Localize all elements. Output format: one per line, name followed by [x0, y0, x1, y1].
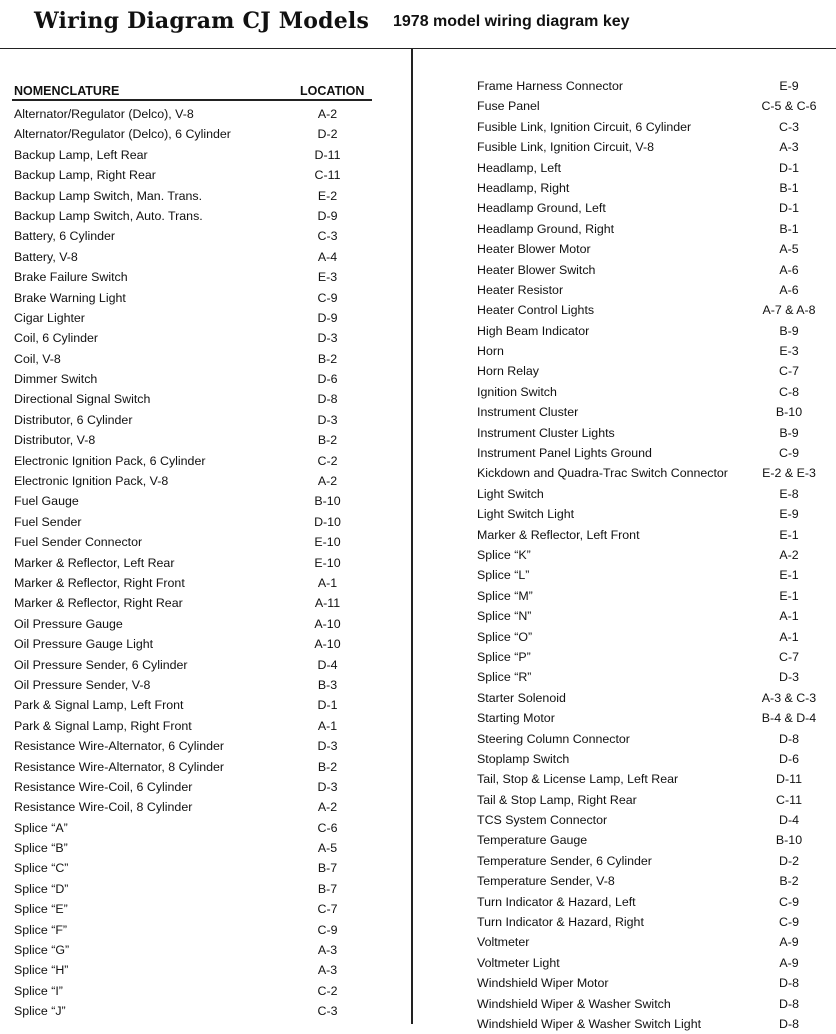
component-name: Coil, V-8: [14, 351, 61, 366]
component-location: A-7 & A-8: [762, 303, 816, 318]
component-location: D-3: [779, 670, 799, 685]
component-location: D-8: [779, 1016, 799, 1031]
component-location: B-2: [317, 433, 338, 448]
component-name: Heater Blower Motor: [477, 242, 591, 257]
component-name: Headlamp Ground, Right: [477, 221, 615, 236]
component-location: E-2: [317, 188, 338, 203]
component-name: Stoplamp Switch: [477, 751, 570, 766]
component-location: A-10: [314, 637, 341, 652]
component-name: Heater Resistor: [477, 282, 564, 297]
component-location: D-4: [317, 657, 338, 672]
key-row: [477, 932, 827, 952]
key-row: [477, 708, 827, 728]
component-location: A-3: [317, 963, 338, 978]
key-row: [14, 430, 374, 450]
component-name: Splice “I”: [14, 983, 63, 998]
key-row: [477, 321, 827, 341]
component-name: Starting Motor: [477, 711, 555, 726]
component-name: Electronic Ignition Pack, 6 Cylinder: [14, 453, 206, 468]
component-name: Turn Indicator & Hazard, Left: [477, 894, 636, 909]
component-location: C-3: [779, 119, 799, 134]
component-location: A-11: [314, 596, 341, 611]
component-location: A-2: [317, 800, 338, 815]
component-name: Splice “A”: [14, 820, 68, 835]
key-row: [477, 545, 827, 565]
component-name: Distributor, 6 Cylinder: [14, 412, 133, 427]
component-name: Steering Column Connector: [477, 731, 630, 746]
component-name: Marker & Reflector, Right Front: [14, 575, 185, 590]
component-location: E-1: [779, 568, 799, 583]
component-location: D-8: [779, 731, 799, 746]
key-row: [477, 463, 827, 483]
key-row: [14, 512, 374, 532]
component-name: Temperature Sender, V-8: [477, 874, 615, 889]
component-location: D-1: [779, 160, 799, 175]
component-location: A-4: [317, 249, 338, 264]
component-name: Splice “O”: [477, 629, 533, 644]
key-row: [14, 777, 374, 797]
component-location: B-4 & D-4: [761, 711, 817, 726]
key-row: [14, 206, 374, 226]
component-name: Fuel Sender Connector: [14, 535, 143, 550]
key-row: [14, 369, 374, 389]
component-location: C-9: [317, 922, 338, 937]
component-name: Splice “L”: [477, 568, 530, 583]
component-location: C-8: [779, 384, 799, 399]
key-row: [477, 504, 827, 524]
component-location: B-7: [317, 861, 338, 876]
component-name: Splice “G”: [14, 943, 70, 958]
component-name: Tail, Stop & License Lamp, Left Rear: [477, 772, 679, 787]
component-location: D-8: [317, 392, 338, 407]
component-name: Fuel Sender: [14, 514, 82, 529]
key-row: [14, 757, 374, 777]
component-location: A-9: [779, 935, 799, 950]
component-name: TCS System Connector: [477, 813, 608, 828]
component-location: B-7: [317, 881, 338, 896]
component-location: D-3: [317, 779, 338, 794]
key-row: [14, 695, 374, 715]
component-name: Splice “N”: [477, 609, 532, 624]
component-name: Brake Failure Switch: [14, 270, 128, 285]
key-row: [477, 769, 827, 789]
key-row: [477, 423, 827, 443]
key-row: [14, 451, 374, 471]
key-row: [14, 471, 374, 491]
component-location: C-3: [317, 229, 338, 244]
component-name: Battery, V-8: [14, 249, 78, 264]
key-row: [14, 838, 374, 858]
component-location: A-2: [317, 107, 338, 121]
component-name: Splice “B”: [14, 841, 68, 856]
component-name: Turn Indicator & Hazard, Right: [477, 915, 644, 930]
component-location: A-6: [779, 282, 799, 297]
component-name: Cigar Lighter: [14, 310, 85, 325]
component-name: Headlamp, Left: [477, 160, 562, 175]
component-name: Kickdown and Quadra-Trac Switch Connector: [477, 466, 728, 481]
component-name: Light Switch Light: [477, 507, 575, 522]
component-name: Instrument Cluster: [477, 405, 579, 420]
component-location: A-1: [317, 575, 338, 590]
key-row: [14, 858, 374, 878]
key-row: [14, 532, 374, 552]
component-name: Splice “K”: [477, 547, 531, 562]
key-row: [477, 667, 827, 687]
component-name: Distributor, V-8: [14, 433, 96, 448]
key-row: [477, 260, 827, 280]
component-location: D-4: [779, 813, 799, 828]
component-name: Starter Solenoid: [477, 690, 566, 705]
component-name: Ignition Switch: [477, 384, 557, 399]
component-location: D-6: [317, 372, 338, 387]
component-name: Tail & Stop Lamp, Right Rear: [477, 792, 637, 807]
component-name: Marker & Reflector, Right Rear: [14, 596, 183, 611]
key-row: [477, 973, 827, 993]
component-name: Backup Lamp, Right Rear: [14, 168, 156, 183]
key-row: [477, 994, 827, 1014]
component-name: Dimmer Switch: [14, 372, 98, 387]
component-name: Backup Lamp Switch, Auto. Trans.: [14, 208, 203, 223]
component-name: Heater Blower Switch: [477, 262, 596, 277]
component-location: C-9: [317, 290, 338, 305]
component-location: C-7: [317, 902, 338, 917]
key-row: [477, 586, 827, 606]
component-name: Instrument Panel Lights Ground: [477, 446, 652, 461]
key-row: [477, 851, 827, 871]
component-name: Light Switch: [477, 486, 544, 501]
key-row: [14, 226, 374, 246]
component-location: D-1: [317, 698, 338, 713]
key-row: [14, 145, 374, 165]
component-name: Directional Signal Switch: [14, 392, 151, 407]
component-location: D-11: [314, 147, 341, 162]
component-name: High Beam Indicator: [477, 323, 590, 338]
component-name: Splice “F”: [14, 922, 68, 937]
component-location: D-11: [776, 772, 802, 787]
component-name: Windshield Wiper & Washer Switch: [477, 996, 671, 1011]
component-name: Oil Pressure Gauge: [14, 616, 123, 631]
component-location: A-2: [317, 474, 338, 489]
component-location: D-2: [779, 853, 799, 868]
component-location: D-9: [317, 310, 338, 325]
key-row: [477, 300, 827, 320]
component-name: Alternator/Regulator (Delco), 6 Cylinder: [14, 127, 231, 142]
component-location: D-8: [779, 976, 799, 991]
key-row: [477, 790, 827, 810]
component-location: D-3: [317, 739, 338, 754]
component-location: C-9: [779, 446, 799, 461]
component-name: Alternator/Regulator (Delco), V-8: [14, 107, 194, 121]
component-location: B-9: [779, 323, 799, 338]
header-rule: [12, 99, 372, 101]
key-row: [477, 402, 827, 422]
component-location: C-2: [317, 453, 338, 468]
key-row: [14, 288, 374, 308]
key-row: [477, 749, 827, 769]
component-location: B-2: [317, 351, 338, 366]
component-name: Park & Signal Lamp, Right Front: [14, 718, 192, 733]
component-location: D-1: [779, 201, 799, 216]
component-location: D-9: [317, 208, 338, 223]
key-row: [14, 879, 374, 899]
component-location: A-1: [779, 629, 799, 644]
component-location: D-3: [317, 331, 338, 346]
component-location: B-10: [314, 494, 341, 509]
component-name: Resistance Wire-Alternator, 6 Cylinder: [14, 739, 225, 754]
key-row: [14, 960, 374, 980]
key-row: [14, 899, 374, 919]
component-name: Heater Control Lights: [477, 303, 595, 318]
component-location: C-3: [317, 1004, 338, 1019]
key-row: [14, 614, 374, 634]
key-row: [477, 565, 827, 585]
key-row: [14, 267, 374, 287]
left-key-list: [14, 104, 374, 1022]
component-name: Brake Warning Light: [14, 290, 126, 305]
component-name: Voltmeter: [477, 935, 530, 950]
component-location: D-2: [317, 127, 338, 142]
component-name: Windshield Wiper & Washer Switch Light: [477, 1016, 702, 1031]
component-location: C-11: [314, 168, 341, 183]
component-name: Headlamp Ground, Left: [477, 201, 606, 216]
component-name: Oil Pressure Gauge Light: [14, 637, 154, 652]
key-row: [14, 981, 374, 1001]
page-subtitle: 1978 model wiring diagram key: [393, 13, 630, 30]
component-name: Fuse Panel: [477, 99, 540, 114]
component-location: B-2: [779, 874, 799, 889]
nomenclature-header: NOMENCLATURE: [14, 84, 120, 98]
key-row: [477, 443, 827, 463]
page-title: Wiring Diagram CJ Models: [34, 8, 370, 34]
key-row: [477, 361, 827, 381]
component-location: D-6: [779, 751, 799, 766]
key-row: [477, 912, 827, 932]
component-location: E-9: [779, 79, 799, 93]
key-row: [14, 247, 374, 267]
key-row: [477, 647, 827, 667]
key-row: [14, 104, 374, 124]
component-name: Horn: [477, 344, 504, 359]
component-location: A-2: [779, 547, 799, 562]
component-location: A-6: [779, 262, 799, 277]
key-row: [477, 239, 827, 259]
component-location: C-11: [776, 792, 802, 807]
component-location: C-7: [779, 364, 799, 379]
component-name: Temperature Sender, 6 Cylinder: [477, 853, 652, 868]
component-location: A-1: [779, 609, 799, 624]
key-row: [14, 675, 374, 695]
key-row: [14, 165, 374, 185]
right-key-list: [477, 76, 827, 1034]
component-location: B-9: [779, 425, 799, 440]
component-name: Resistance Wire-Coil, 8 Cylinder: [14, 800, 193, 815]
key-row: [477, 178, 827, 198]
component-location: E-2 & E-3: [762, 466, 816, 481]
key-row: [477, 76, 827, 96]
component-name: Backup Lamp, Left Rear: [14, 147, 148, 162]
component-name: Horn Relay: [477, 364, 539, 379]
key-row: [477, 198, 827, 218]
component-name: Frame Harness Connector: [477, 79, 623, 93]
component-location: A-9: [779, 955, 799, 970]
key-row: [477, 158, 827, 178]
key-row: [14, 553, 374, 573]
component-name: Headlamp, Right: [477, 180, 570, 195]
key-row: [477, 382, 827, 402]
key-row: [477, 137, 827, 157]
key-row: [14, 573, 374, 593]
component-location: A-3 & C-3: [761, 690, 817, 705]
component-name: Splice “R”: [477, 670, 532, 685]
component-name: Windshield Wiper Motor: [477, 976, 609, 991]
component-location: E-1: [779, 588, 799, 603]
component-name: Marker & Reflector, Left Rear: [14, 555, 175, 570]
component-name: Splice “H”: [14, 963, 69, 978]
component-name: Instrument Cluster Lights: [477, 425, 615, 440]
key-row: [14, 389, 374, 409]
component-location: C-9: [779, 894, 799, 909]
component-location: E-3: [779, 344, 799, 359]
component-location: A-1: [317, 718, 338, 733]
key-row: [14, 1001, 374, 1021]
component-name: Fuel Gauge: [14, 494, 79, 509]
component-location: B-1: [779, 180, 799, 195]
key-row: [14, 655, 374, 675]
component-location: E-1: [779, 527, 799, 542]
component-name: Coil, 6 Cylinder: [14, 331, 99, 346]
key-row: [477, 729, 827, 749]
key-row: [14, 328, 374, 348]
component-location: A-10: [314, 616, 341, 631]
component-location: E-10: [314, 555, 341, 570]
key-row: [14, 349, 374, 369]
key-row: [477, 953, 827, 973]
component-name: Splice “P”: [477, 649, 531, 664]
key-row: [477, 525, 827, 545]
column-divider: [411, 48, 413, 1024]
key-row: [477, 341, 827, 361]
key-row: [14, 593, 374, 613]
key-row: [14, 124, 374, 144]
component-name: Splice “C”: [14, 861, 69, 876]
key-row: [477, 830, 827, 850]
component-location: A-5: [779, 242, 799, 257]
component-location: B-10: [775, 405, 803, 420]
component-name: Marker & Reflector, Left Front: [477, 527, 640, 542]
key-row: [477, 96, 827, 116]
component-name: Resistance Wire-Coil, 6 Cylinder: [14, 779, 193, 794]
component-name: Splice “E”: [14, 902, 68, 917]
key-row: [14, 818, 374, 838]
component-location: B-2: [317, 759, 338, 774]
component-name: Electronic Ignition Pack, V-8: [14, 474, 169, 489]
component-location: C-6: [317, 820, 338, 835]
page-header: [0, 0, 836, 49]
component-location: D-10: [314, 514, 341, 529]
component-location: E-10: [314, 535, 341, 550]
location-header: LOCATION: [300, 84, 365, 98]
component-location: E-8: [779, 486, 799, 501]
key-row: [477, 219, 827, 239]
key-row: [477, 117, 827, 137]
component-name: Oil Pressure Sender, 6 Cylinder: [14, 657, 188, 672]
key-row: [14, 186, 374, 206]
component-name: Battery, 6 Cylinder: [14, 229, 115, 244]
component-name: Voltmeter Light: [477, 955, 560, 970]
key-row: [14, 920, 374, 940]
component-name: Resistance Wire-Alternator, 8 Cylinder: [14, 759, 225, 774]
key-row: [14, 410, 374, 430]
component-location: B-10: [775, 833, 803, 848]
component-name: Fusible Link, Ignition Circuit, V-8: [477, 140, 654, 155]
component-location: D-8: [779, 996, 799, 1011]
key-row: [477, 484, 827, 504]
component-name: Oil Pressure Sender, V-8: [14, 677, 151, 692]
component-name: Temperature Gauge: [477, 833, 588, 848]
key-row: [14, 716, 374, 736]
key-row: [14, 736, 374, 756]
component-name: Fusible Link, Ignition Circuit, 6 Cylinder: [477, 119, 692, 134]
component-name: Splice “M”: [477, 588, 533, 603]
key-row: [477, 606, 827, 626]
component-name: Splice “D”: [14, 881, 69, 896]
key-row: [477, 810, 827, 830]
component-name: Park & Signal Lamp, Left Front: [14, 698, 184, 713]
component-location: C-7: [779, 649, 799, 664]
component-location: D-3: [317, 412, 338, 427]
key-row: [477, 688, 827, 708]
component-location: C-5 & C-6: [761, 99, 817, 114]
key-row: [477, 871, 827, 891]
component-location: B-3: [317, 677, 338, 692]
component-location: A-3: [779, 140, 799, 155]
key-row: [14, 491, 374, 511]
component-location: A-3: [317, 943, 338, 958]
component-location: B-1: [779, 221, 799, 236]
key-row: [14, 940, 374, 960]
component-location: C-9: [779, 915, 799, 930]
key-row: [14, 634, 374, 654]
component-name: Splice “J”: [14, 1004, 66, 1019]
component-location: E-3: [317, 270, 338, 285]
component-name: Backup Lamp Switch, Man. Trans.: [14, 188, 203, 203]
key-row: [477, 627, 827, 647]
key-row: [14, 797, 374, 817]
component-location: A-5: [317, 841, 338, 856]
key-row: [477, 280, 827, 300]
component-location: C-2: [317, 983, 338, 998]
key-row: [477, 892, 827, 912]
component-location: E-9: [779, 507, 799, 522]
key-row: [14, 308, 374, 328]
